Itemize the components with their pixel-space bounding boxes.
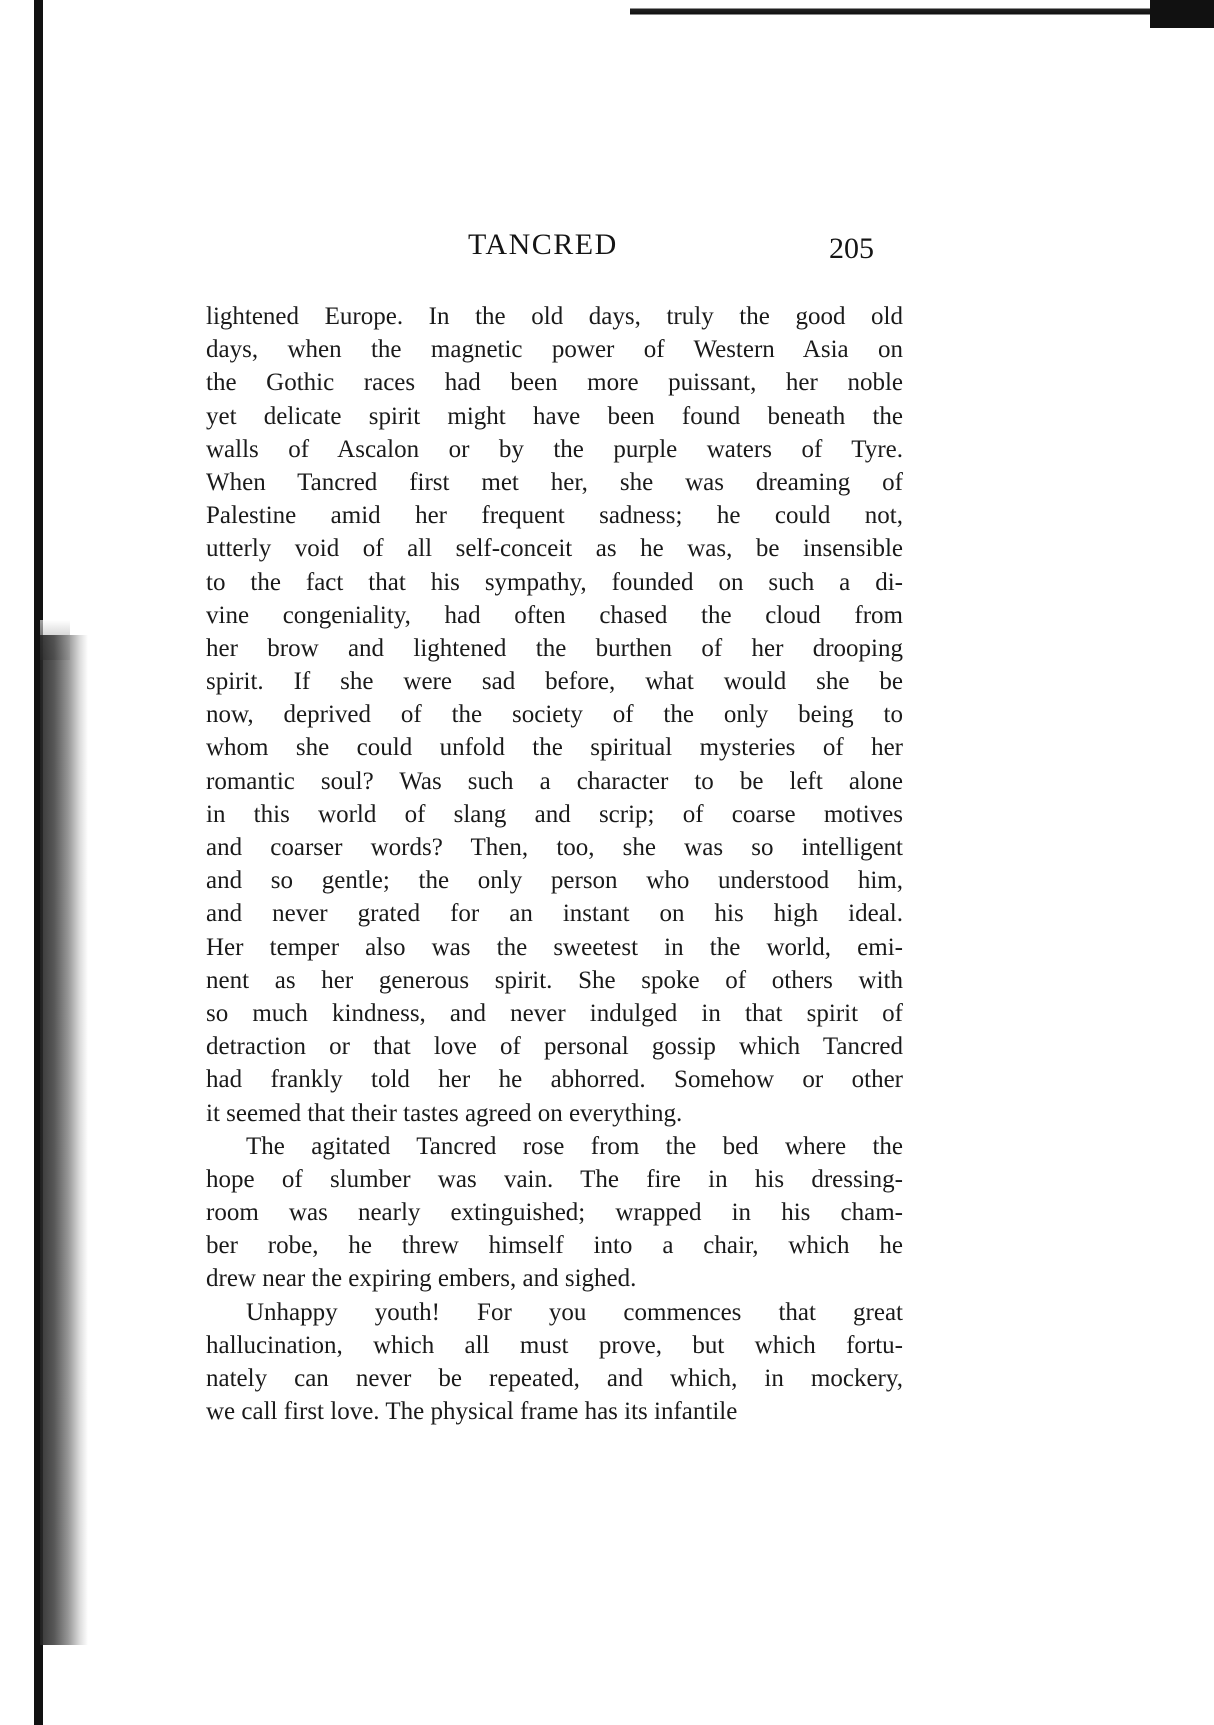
scan-top-corner — [1150, 0, 1214, 28]
text-line: and so gentle; the only person who understood him, — [206, 867, 903, 895]
text-line: yet delicate spirit might have been found beneath the — [206, 402, 903, 430]
text-line: Palestine amid her frequent sadness; he could not, — [206, 502, 903, 530]
text-line: Unhappy youth! For you commences that great — [246, 1298, 903, 1326]
page-number: 205 — [829, 232, 874, 265]
text-line: in this world of slang and scrip; of coarse motives — [206, 800, 903, 828]
text-line: nately can never be repeated, and which, in mockery, — [206, 1365, 903, 1392]
text-line: When Tancred first met her, she was dreaming of — [206, 468, 903, 496]
text-line: spirit. If she were sad before, what would she be — [206, 668, 903, 696]
text-line: utterly void of all self-conceit as he was, be insensible — [206, 535, 903, 563]
text-line: lightened Europe. In the old days, truly the good old — [206, 303, 903, 330]
running-title: TANCRED — [468, 228, 618, 261]
text-line: room was nearly extinguished; wrapped in his cham- — [206, 1199, 903, 1227]
text-line: The agitated Tancred rose from the bed where the — [246, 1132, 903, 1160]
text-line: walls of Ascalon or by the purple waters of Tyre. — [206, 435, 903, 463]
paragraph — [206, 300, 903, 1130]
text-line: and coarser words? Then, too, she was so intelligent — [206, 834, 903, 861]
paragraph — [206, 1296, 903, 1429]
scan-binding-shadow — [40, 635, 88, 1645]
text-line: we call first love. The physical frame has its infantile — [206, 1398, 738, 1426]
paragraph — [206, 1130, 903, 1296]
text-line: the Gothic races had been more puissant, her noble — [206, 369, 903, 397]
text-line: whom she could unfold the spiritual mysteries of her — [206, 734, 903, 762]
text-line: Her temper also was the sweetest in the world, emi- — [206, 933, 903, 961]
text-line: romantic soul? Was such a character to be left alone — [206, 767, 903, 795]
text-line: detraction or that love of personal gossip which Tancred — [206, 1033, 903, 1061]
text-line: so much kindness, and never indulged in that spirit of — [206, 999, 903, 1027]
text-line: now, deprived of the society of the only being to — [206, 701, 903, 729]
text-line: drew near the expiring embers, and sighed. — [206, 1265, 637, 1293]
scan-top-rule — [630, 0, 1214, 22]
text-line: ber robe, he threw himself into a chair, which he — [206, 1232, 903, 1260]
text-line: hallucination, which all must prove, but which fortu- — [206, 1331, 903, 1359]
text-line: nent as her generous spirit. She spoke of others with — [206, 966, 903, 994]
body-text — [206, 300, 903, 1428]
text-line: had frankly told her he abhorred. Somehow or other — [206, 1066, 903, 1094]
text-line: to the fact that his sympathy, founded on such a di- — [206, 568, 903, 596]
text-line: vine congeniality, had often chased the cloud from — [206, 601, 903, 629]
text-line: hope of slumber was vain. The fire in his dressing- — [206, 1165, 903, 1193]
text-line: and never grated for an instant on his high ideal. — [206, 900, 903, 928]
text-line: days, when the magnetic power of Western Asia on — [206, 336, 903, 364]
text-line: her brow and lightened the burthen of her drooping — [206, 634, 903, 662]
text-line: it seemed that their tastes agreed on everything. — [206, 1099, 683, 1127]
page-header — [206, 228, 906, 272]
